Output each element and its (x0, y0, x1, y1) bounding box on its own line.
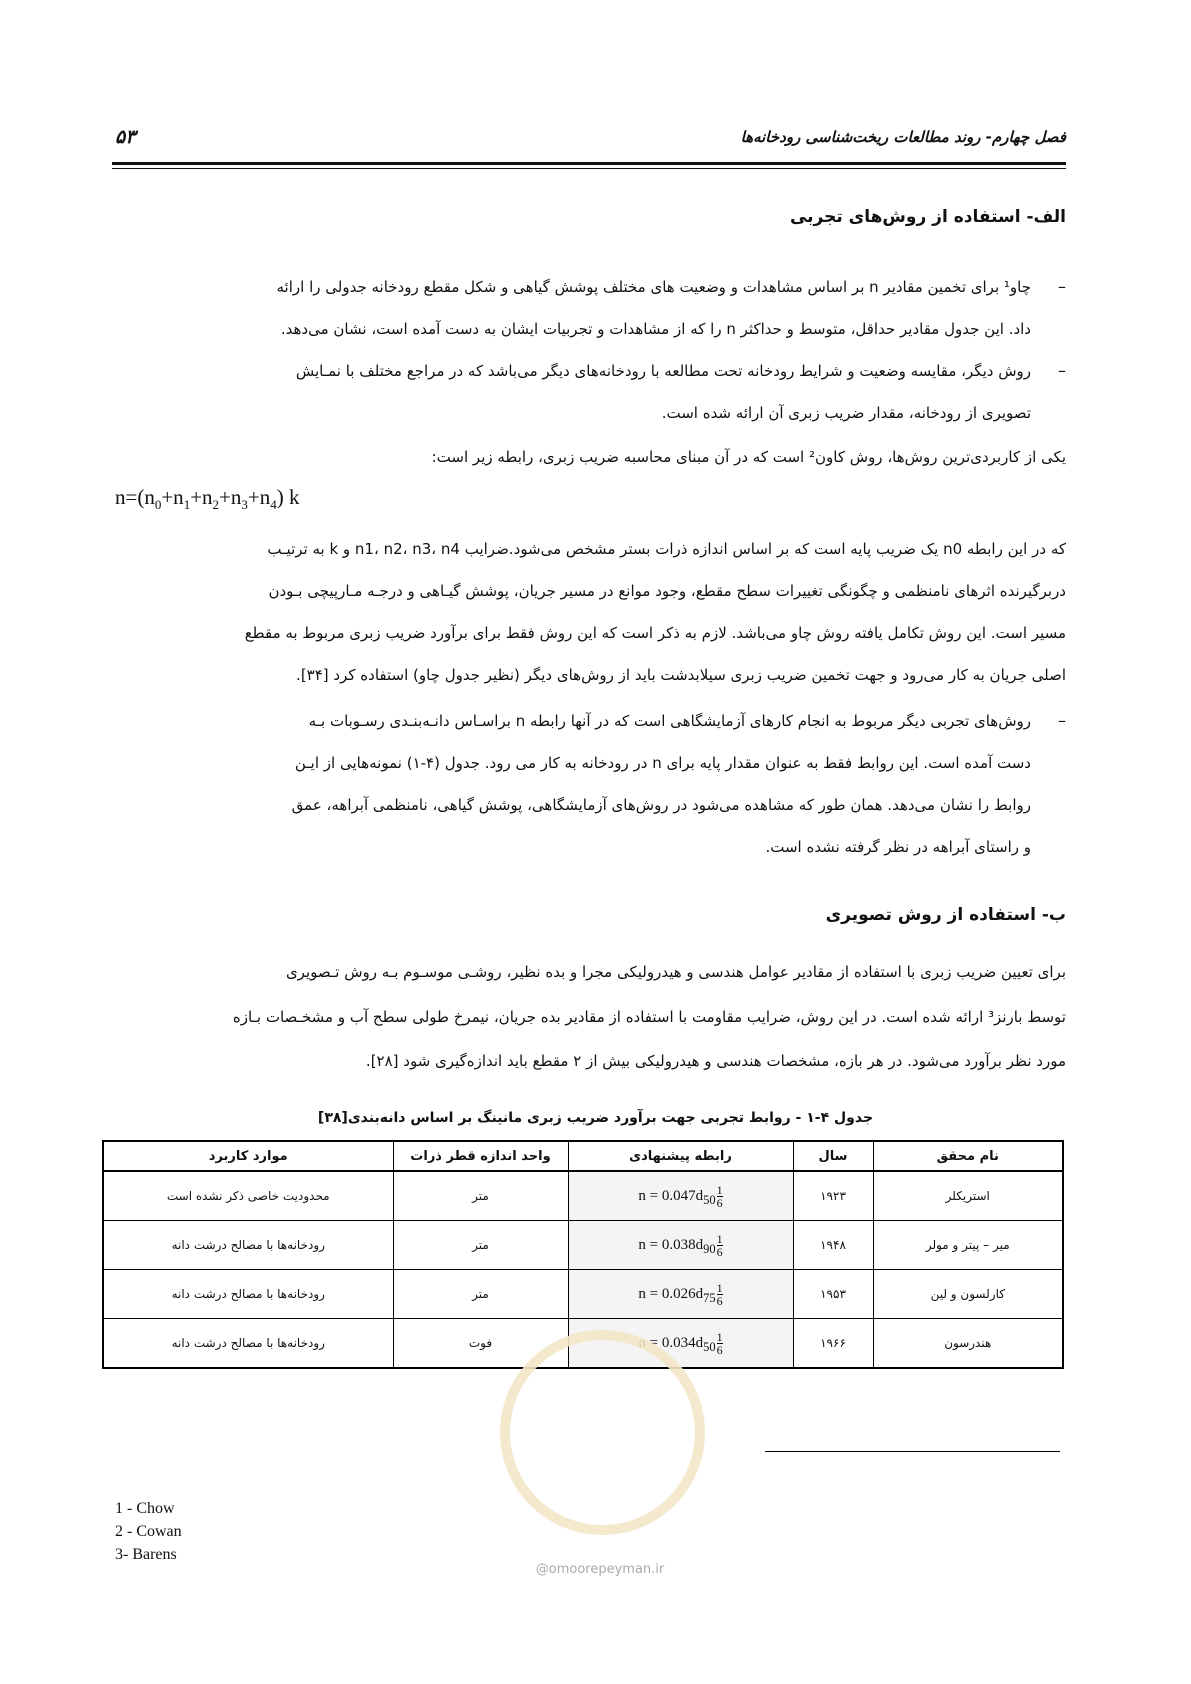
b-line-1: برای تعیین ضریب زبری با استفاده از مقادیر عوامل هندسی و هیدرولیکی مجرا و بده نظیر، روشـی موسـوم بـه روش تـصویری (285, 963, 1066, 981)
unit-cell: فوت (393, 1319, 568, 1369)
footnote-1: 1 - Chow (115, 1500, 175, 1517)
bullet-2-line-1: روش دیگر، مقایسه وضعیت و شرایط رودخانه تحت مطالعه با رودخانه‌های دیگر می‌باشد که در مراجع مختلف با نمـایش (295, 362, 1031, 380)
table-row (103, 1171, 1063, 1221)
unit-cell: متر (393, 1171, 568, 1221)
col-header-researcher: نام محقق (873, 1141, 1063, 1171)
bullet-1-line-1: چاو¹ برای تخمین مقادیر n بر اساس مشاهدات و وضعیت های مختلف پوشش گیاهی و شکل مقطع رودخانه جدولی را ارائه (276, 278, 1031, 296)
year-cell: ۱۹۶۶ (793, 1319, 873, 1369)
para-line-4: اصلی جریان به کار می‌رود و جهت تخمین ضریب زبری سیلابدشت باید از روش‌های دیگر (نظیر جدول چاو) استفاده کرد [۳۴]. (296, 666, 1066, 684)
b-line-3: مورد نظر برآورد می‌شود. در هر بازه، مشخصات هندسی و هیدرولیکی بیش از ۲ مقطع باید اندازه‌گیری شود [۲۸]. (365, 1052, 1066, 1070)
usage-cell: محدودیت خاصی ذکر نشده است (103, 1171, 393, 1221)
year-cell: ۱۹۵۳ (793, 1270, 873, 1319)
equation: $n = 0.047d_{50}$ $\frac{1}{6}$ (638, 1182, 723, 1210)
researcher-cell: کارلسون و لین (873, 1270, 1063, 1319)
unit-cell: متر (393, 1270, 568, 1319)
footnote-3: 3- Barens (115, 1546, 177, 1563)
section-a-heading: الف- استفاده از روش‌های تجربی (789, 207, 1066, 227)
footnote-rule (765, 1451, 1060, 1452)
b-line-2: توسط بارنز³ ارائه شده است. در این روش، ضرایب مقاومت با استفاده از مقادیر بده جریان، نیمرخ طولی سطح آب و مشخـصات بـازه (232, 1008, 1066, 1026)
equation: $n = 0.038d_{90}$ $\frac{1}{6}$ (638, 1231, 723, 1259)
para-line-1: که در این رابطه n0 یک ضریب پایه است که بر اساس اندازه ذرات بستر مشخص می‌شود.ضرایب n1، n2، n3، n4 و k به ترتیـب (267, 540, 1066, 558)
cowan-intro: یکی از کاربردی‌ترین روش‌ها، روش کاون² است که در آن مبنای محاسبه ضریب زبری، رابطه زیر است: (431, 448, 1066, 466)
researcher-cell: استریکلر (873, 1171, 1063, 1221)
bullet-dash: – (1058, 711, 1066, 730)
bullet-dash: – (1058, 361, 1066, 380)
header-rule (112, 162, 1066, 165)
usage-cell: رودخانه‌ها با مصالح درشت دانه (103, 1319, 393, 1369)
para-line-2: دربرگیرنده اثرهای نامنظمی و چگونگی تغییرات سطح مقطع، وجود موانع در مسیر جریان، پوشش گیـاهی و درجـه مـارپیچی بـودن (268, 582, 1066, 600)
cowan-formula: $n=(n_0+n_1+n_2+n_3+n_4)$ k (115, 485, 300, 513)
running-head-title: فصل چهارم- روند مطالعات ریخت‌شناسی رودخانه‌ها (740, 128, 1066, 146)
unit-cell: متر (393, 1221, 568, 1270)
bullet-3-line-2: دست آمده است. این روابط فقط به عنوان مقدار پایه برای n در رودخانه به کار می رود. جدول (۴-۱) نمونه‌هایی از ایـن (294, 754, 1031, 772)
table-header-row (103, 1141, 1063, 1171)
bullet-3-line-1: روش‌های تجربی دیگر مربوط به انجام کارهای آزمایشگاهی است که در آنها رابطه n براسـاس دانـه‌بنـدی رسـوبات بـه (308, 712, 1031, 730)
bullet-2-line-2: تصویری از رودخانه، مقدار ضریب زبری آن ارائه شده است. (661, 404, 1031, 422)
para-line-3: مسیر است. این روش تکامل یافته روش چاو می‌باشد. لازم به ذکر است که این روش فقط برای برآورد ضریب زبری مربوط به مقطع (244, 624, 1066, 642)
table-row (103, 1221, 1063, 1270)
col-header-relation: رابطه پیشنهادی (568, 1141, 793, 1171)
page-number: ۵۳ (115, 126, 136, 148)
bullet-1-line-2: داد. این جدول مقادیر حداقل، متوسط و حداکثر n را که از مشاهدات و تجربیات ایشان به دست آمده است، نشان می‌دهد. (280, 320, 1031, 338)
usage-cell: رودخانه‌ها با مصالح درشت دانه (103, 1270, 393, 1319)
watermark-text: @omoorepeyman.ir (535, 1562, 665, 1577)
col-header-usage: موارد کاربرد (103, 1141, 393, 1171)
researcher-cell: میر – پیتر و مولر (873, 1221, 1063, 1270)
researcher-cell: هندرسون (873, 1319, 1063, 1369)
header-rule-thin (112, 168, 1066, 169)
relation-cell (568, 1270, 793, 1319)
usage-cell: رودخانه‌ها با مصالح درشت دانه (103, 1221, 393, 1270)
bullet-dash: – (1058, 277, 1066, 296)
relation-cell (568, 1221, 793, 1270)
equation: $n = 0.034d_{50}$ $\frac{1}{6}$ (638, 1329, 723, 1357)
year-cell: ۱۹۲۳ (793, 1171, 873, 1221)
relation-cell (568, 1171, 793, 1221)
footnote-2: 2 - Cowan (115, 1523, 182, 1540)
table-caption: جدول ۴-۱ - روابط تجربی جهت برآورد ضریب زبری مانینگ بر اساس دانه‌بندی[۳۸] (317, 1110, 874, 1126)
year-cell: ۱۹۴۸ (793, 1221, 873, 1270)
equation: $n = 0.026d_{75}$ $\frac{1}{6}$ (638, 1280, 723, 1308)
col-header-year: سال (793, 1141, 873, 1171)
section-b-heading: ب- استفاده از روش تصویری (825, 905, 1066, 925)
col-header-unit: واحد اندازه قطر ذرات (393, 1141, 568, 1171)
watermark-seal-icon (500, 1330, 705, 1535)
bullet-3-line-4: و راستای آبراهه در نظر گرفته نشده است. (765, 838, 1031, 856)
table-row (103, 1270, 1063, 1319)
bullet-3-line-3: روابط را نشان می‌دهد. همان طور که مشاهده می‌شود در روش‌های آزمایشگاهی، پوشش گیاهی، نامنظمی آبراهه، عمق (291, 796, 1031, 814)
